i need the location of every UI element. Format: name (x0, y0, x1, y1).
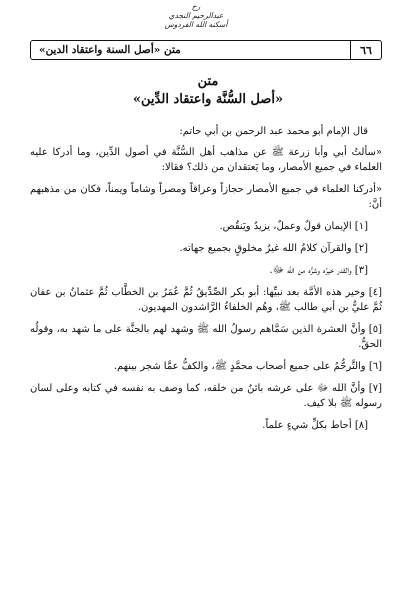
stamp-line-3: أسكنه الله الفردوس (164, 20, 228, 29)
creed-item-1: [١] الإيمان قولٌ وعملٌ، يزيدُ ويَنقُص. (219, 221, 368, 232)
intro-paragraph: قال الإمام أبو محمد عبد الرحمن بن أبي حاتم: (179, 126, 368, 137)
ownership-stamp (126, 2, 266, 29)
stamp-line-2: عبدالرحيم النجدي (168, 11, 224, 20)
running-title: متن «أصل السنة واعتقاد الدين» (39, 44, 181, 56)
creed-item-4: [٤] وخير هذه الأمَّة بعد نبيِّها: أبو بكر الصِّدِّيقُ ثُمَّ عُمَرُ بن الخطَّاب ثُمَّ عثمانُ بن عفان ثُمَّ عليُّ بن أبي طالب ﷺ، وهُم الخلفاءُ الرَّاشدون المهديون. (30, 287, 382, 313)
body-text (30, 124, 382, 440)
answer-paragraph: «أدركنا العلماء في جميع الأمصار حجازاً وعراقاً ومصراً وشاماً ويمناً، فكان من مذهبهم أنَّ: (30, 184, 382, 210)
stamp-line-1: رخ (191, 2, 201, 11)
page-subtitle: «أصل السُّنَّة واعتقاد الدِّين» (132, 92, 284, 107)
page-number: ٦٦ (350, 41, 381, 59)
creed-item-8: [٨] أحاط بكلِّ شيءٍ علماً. (262, 420, 368, 431)
question-paragraph: «سألتُ أبي وأبا زرعة ﷺ عن مذاهب أهل السُّنَّة في أصول الدِّين، وما أدركا عليه العلماء في جميع الأمصار، وما يَعتقدان من ذلك؟ فقالا: (30, 147, 382, 173)
creed-item-5: [٥] وأنَّ العشرة الذين سَمَّاهم رسولُ الله ﷺ وشهد لهم بالجنَّة على ما شهد به، وقولُه الحقُّ. (30, 324, 382, 350)
creed-item-3: [٣] والقدر خيرُه وشرُّه من الله ﷻ. (269, 265, 368, 276)
creed-item-6: [٦] والتَّرحُّمُ على جميع أصحاب محمَّدٍ ﷺ، والكفُّ عمَّا شجر بينهم. (113, 361, 382, 372)
page-header (30, 40, 382, 60)
page-title: متن (197, 74, 219, 89)
creed-item-7: [٧] وأنَّ الله ﷻ على عرشه بائنٌ من خلقه، كما وصف به نفسه في كتابه وعلى لسان رسوله ﷺ بلا كيف. (30, 383, 382, 409)
creed-item-2: [٢] والقرآن كلامُ الله غيرُ مخلوقٍ بجميع جهاته. (179, 243, 368, 254)
